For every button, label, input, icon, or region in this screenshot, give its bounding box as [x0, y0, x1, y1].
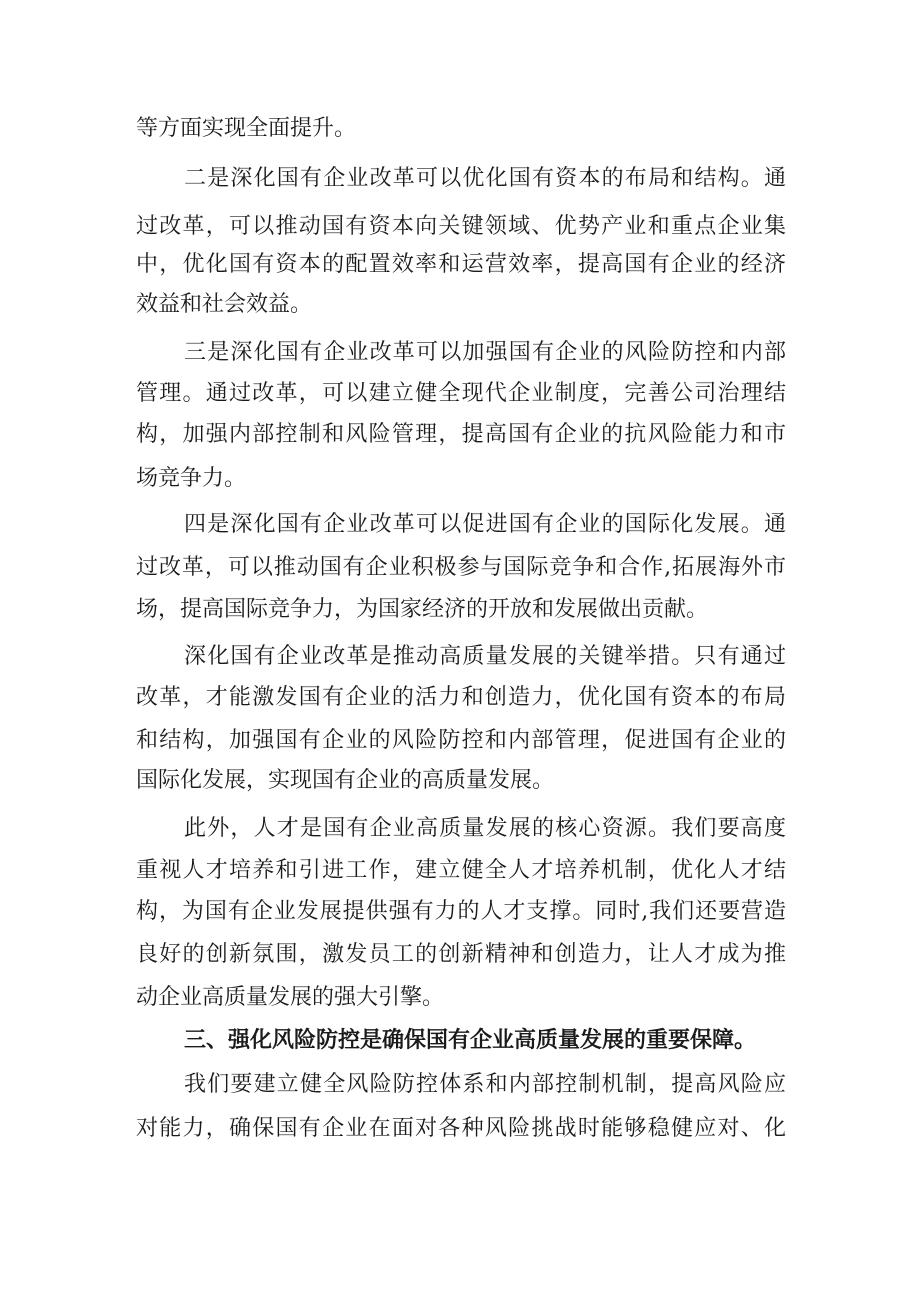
paragraph-line: 深化国有企业改革是推动高质量发展的关键举措。只有通过: [184, 644, 786, 669]
paragraph-line: 构，为国有企业发展提供强有力的人才支撑。同时,我们还要营造: [136, 899, 786, 924]
paragraph-line: 动企业高质量发展的强大引擎。: [136, 985, 445, 1010]
paragraph-line: 此外，人才是国有企业高质量发展的核心资源。我们要高度: [184, 816, 786, 841]
paragraph-line: 国际化发展，实现国有企业的高质量发展。: [136, 768, 555, 793]
paragraph-line: 二是深化国有企业改革可以优化国有资本的布局和结构。通: [184, 166, 786, 191]
paragraph-line: 管理。通过改革，可以建立健全现代企业制度，完善公司治理结: [136, 381, 786, 406]
paragraph-line: 对能力，确保国有企业在面对各种风险挑战时能够稳健应对、化: [136, 1116, 786, 1141]
paragraph-line: 四是深化国有企业改革可以促进国有企业的国际化发展。通: [184, 512, 786, 537]
paragraph-line: 我们要建立健全风险防控体系和内部控制机制，提高风险应: [184, 1072, 786, 1097]
paragraph-line: 构，加强内部控制和风险管理，提高国有企业的抗风险能力和市: [136, 422, 786, 447]
paragraph-line: 良好的创新氛围，激发员工的创新精神和创造力，让人才成为推: [136, 942, 786, 967]
paragraph-line: 过改革，可以推动国有企业积极参与国际竞争和合作,拓展海外市: [136, 555, 786, 580]
paragraph-line: 场，提高国际竞争力，为国家经济的开放和发展做出贡献。: [136, 597, 709, 622]
paragraph-line: 和结构，加强国有企业的风险防控和内部管理，促进国有企业的: [136, 728, 786, 753]
paragraph-line: 中，优化国有资本的配置效率和运营效率，提高国有企业的经济: [136, 252, 786, 277]
section-heading: 三、强化风险防控是确保国有企业高质量发展的重要保障。: [184, 1028, 757, 1053]
paragraph-line: 等方面实现全面提升。: [136, 116, 357, 141]
paragraph-line: 重视人才培养和引进工作，建立健全人才培养机制，优化人才结: [136, 858, 786, 883]
paragraph-line: 改革，才能激发国有企业的活力和创造力，优化国有资本的布局: [136, 685, 786, 710]
paragraph-line: 过改革，可以推动国有资本向关键领域、优势产业和重点企业集: [136, 214, 786, 239]
paragraph-line: 三是深化国有企业改革可以加强国有企业的风险防控和内部: [184, 340, 786, 365]
paragraph-line: 场竞争力。: [136, 466, 247, 491]
paragraph-line: 效益和社会效益。: [136, 292, 313, 317]
